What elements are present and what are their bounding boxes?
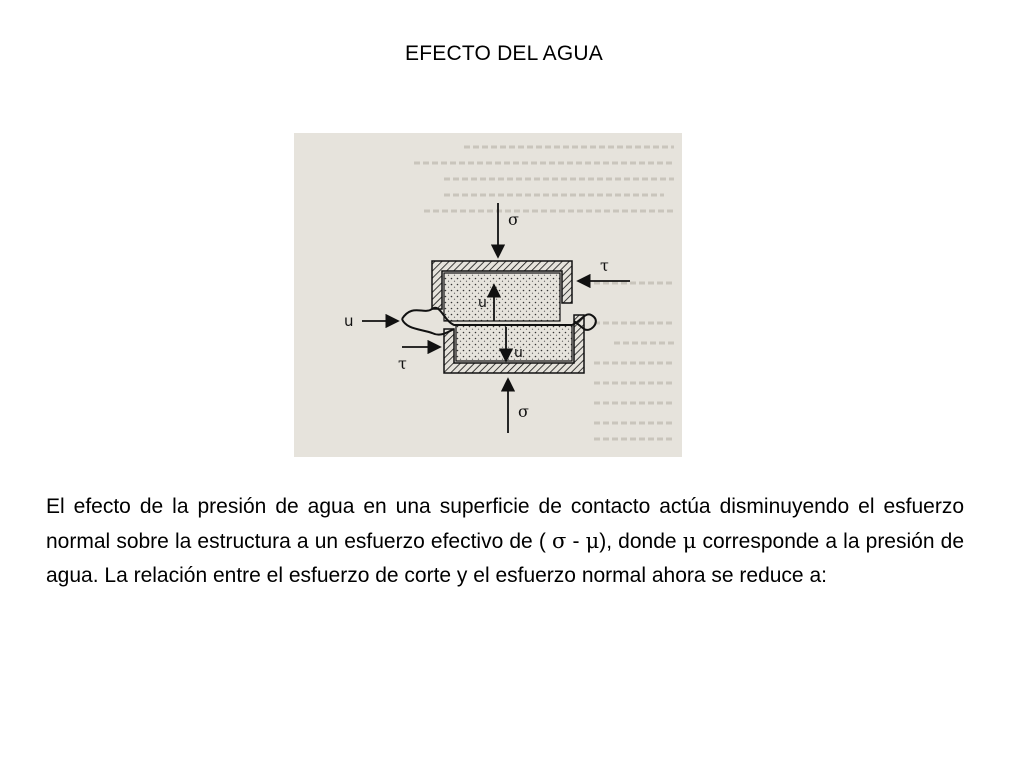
u-down-label: u [514,345,523,361]
tau-right-label: τ [600,256,609,275]
shear-box-figure [294,133,682,457]
shear-box-diagram [294,133,682,457]
mu-symbol: μ [585,529,600,553]
mu-symbol-2: μ [682,529,697,553]
tau-left-label: τ [398,354,407,373]
body-text-part4: corresponde a la presión de agua. La relación entre el esfuerzo de corte y el esfuerzo normal ahora se reduce a: [46,530,964,587]
body-text-part1: El efecto de la presión de agua en una superficie de contacto actúa disminuyendo el esfuerzo normal sobre la estructura a un esfuerzo efectivo de ( [46,495,964,553]
u-up-label: u [478,295,487,311]
sigma-bottom-label: σ [518,402,529,421]
upper-shear-box [432,261,572,321]
u-left-label: u [344,312,354,330]
slide-title: EFECTO DEL AGUA [405,42,603,65]
body-paragraph [46,490,964,593]
sigma-symbol: σ [551,529,567,553]
sigma-top-label: σ [508,210,519,229]
body-text-part3: ), donde [599,530,683,553]
body-text-part2: - [566,530,586,553]
lower-shear-box [444,315,584,373]
